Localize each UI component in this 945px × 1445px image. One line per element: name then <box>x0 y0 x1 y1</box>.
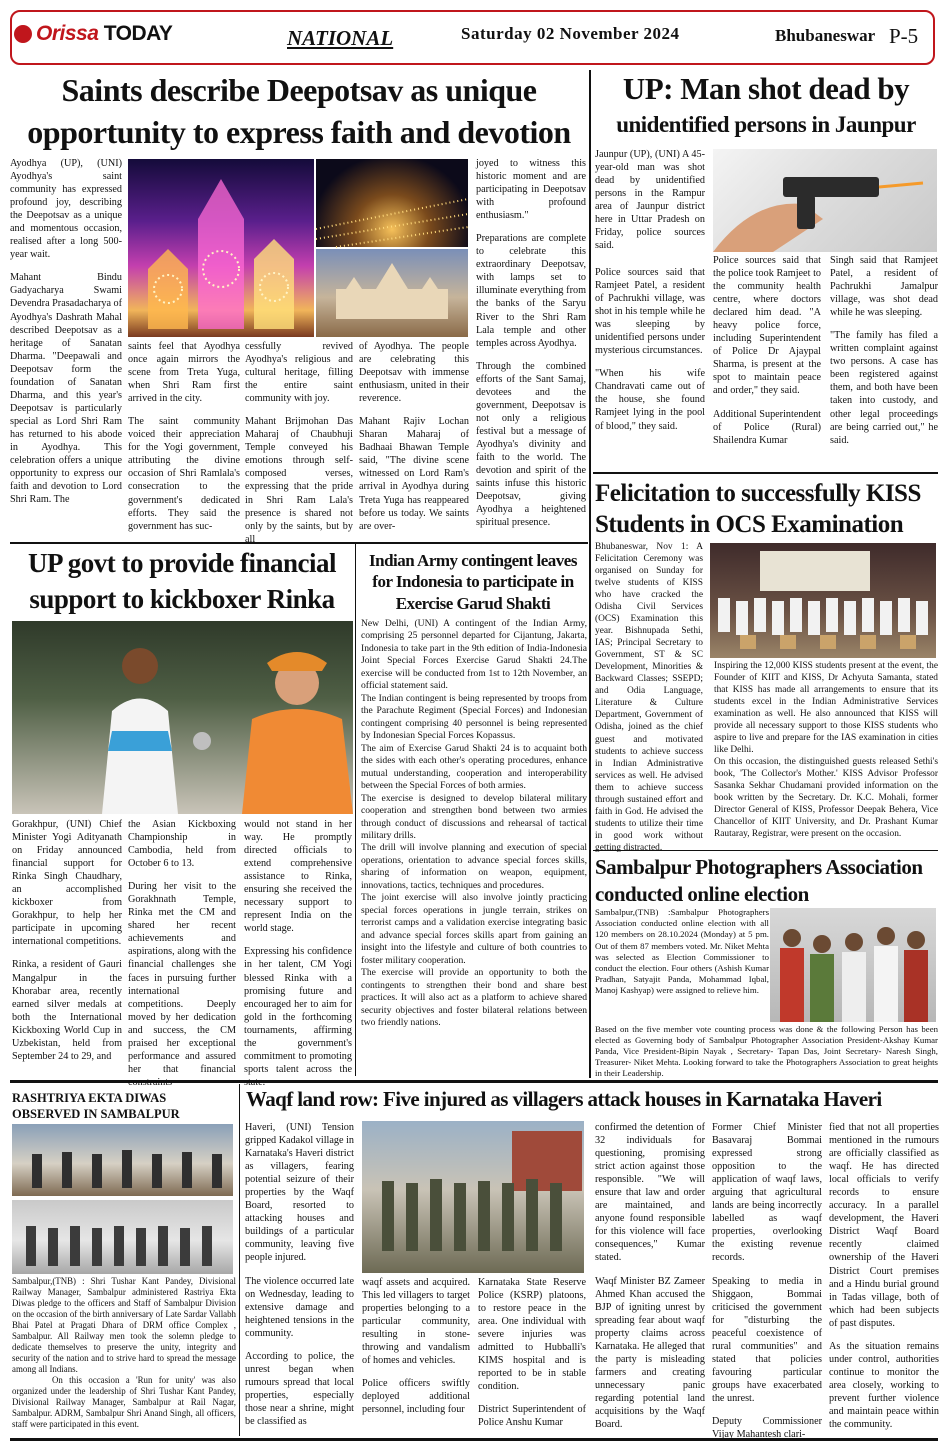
photo-kiss-felicitation <box>710 543 936 658</box>
photo-illuminated-temple <box>128 159 314 337</box>
photographers-group-illustration <box>770 908 936 1022</box>
headline-rinka[interactable]: UP govt to provide financial support to kickboxer Rinka <box>27 548 336 614</box>
section-name: NATIONAL <box>287 26 394 50</box>
article-waqf-col5: Former Chief Minister Basavaraj Bommai expressed strong opposition to the application of waqf laws, arguing that agricultural lands are being incorrectly labelled as waqf properties, overlooking the existing revenue records. Speaking to media in Shiggaon, Bommai criticised the government for "disturbing the peaceful coexistence of rural communities" and stated that policies favouring particular groups have exacerbated the unrest. Deputy Commissioner Vijay Mahantesh clari- <box>712 1122 822 1441</box>
issue-date: Saturday 02 November 2024 <box>461 24 680 43</box>
pledge-illustration-1 <box>12 1124 233 1196</box>
article-waqf-col4: confirmed the detention of 32 individuals for questioning, promising strict action against those responsible. "We will ensure that law and order are maintained, and anyone found responsible for this violence will face consequences," Kumar stated. Waqf Minister BZ Zameer Ahmed Khan accused the BJP of igniting unrest by spreading fear about waqf property claims across Karnataka. He alleged that the party is misleading farmers and creating unnecessary panic regarding potential land acquisitions by the Waqf Board. <box>595 1122 705 1431</box>
felicitation-illustration <box>710 543 936 658</box>
article-waqf-col3: Karnataka State Reserve Police (KSRP) platoons, to restore peace in the area. One individual with severe injuries was admitted to Hubballi's KIMS hospital and is reported to be in stable condition. District Superintendent of Police Anshu Kumar <box>478 1277 586 1429</box>
headline-kiss[interactable]: Felicitation to successfully KISS Students in OCS Examination <box>595 480 921 539</box>
article-jaunpur-lead: Jaunpur (UP), (UNI) A 45-year-old man was shot dead by unidentified persons in the Rampur area of Jaunpur district here in Uttar Pradesh on Friday, police sources said. <box>595 149 705 252</box>
column-rule <box>589 474 591 1078</box>
article-deepotsav-col1: Ayodhya (UP), (UNI) Ayodhya's saint community has expressed profound joy, describing the Deepotsav as a unique and momentous occasion, realised after a long 500-year wait. Mahant Bindu Gadyacharya Swami Devendra Prasadacharya of Ayodhya's Dashrath Mahal described Deepotsav as a heritage of Sanatan Dharma. "Deepawali and Deepotsav form the foundation of Sanatan Dharma, and this year's Deepotsav is particularly special as Lord Shri Ram has returned to his abode in Ayodhya. This celebration offers a unique opportunity to express our faith and devotion to Lord Shri Ram. The <box>10 158 123 506</box>
article-deepotsav-col5: joyed to witness this historic moment and are participating in Deepotsav with profound enthusiasm." Preparations are complete to celebrate this extraordinary Deepotsav, with lamps set to illuminate everything from the banks of the Saryu River to the Shri Ram Lala temple and other temples across Ayodhya. Through the combined efforts of the Sant Samaj, devotees and the government, Deepotsav is not only a religious festival but a message of Ayodhya's divinity and faith to the world. The devotion and spirit of the saints infuse this historic Deepotsav, giving Ayodhya a heightened spiritual presence. <box>476 158 586 529</box>
article-photographers-left: Sambalpur,(TNB) :Sambalpur Photographers Association conducted online election with all 120 members on 28.10.2024 (Monday) at 5 pm. Out of them 87 members voted. Mr. Niket Mehta was selected as Election Commissioner to conduct the election. Four others (Ashish Kumar Pradhan, Satyajit Panda, Mohammad Iqbal, Manoj Kashyap) were assigned to relieve him. <box>595 907 769 996</box>
headline-jaunpur-line1[interactable]: UP: Man shot dead by <box>622 71 910 106</box>
headline-jaunpur-line2[interactable]: unidentified persons in Jaunpur <box>616 112 916 137</box>
photo-cm-with-kickboxer <box>12 621 353 814</box>
article-jaunpur-col2: Police sources said that the police took Ramjeet to the community health centre, where doctors declared him dead. "A heavy police force, including Superintendent of Police Dr Ajaypal Sharma, is present at the spot to maintain peace and order," they said. Additional Superintendent of Police (Rural) Shailendra Kumar <box>713 255 821 446</box>
photo-ekta-pledge-2 <box>12 1200 233 1274</box>
pledge-illustration-2 <box>12 1200 233 1274</box>
temple-illustration <box>128 159 314 337</box>
ghat-lamps-illustration <box>316 159 468 247</box>
section-rule <box>593 472 938 474</box>
article-ekta-diwas: Sambalpur,(TNB) : Shri Tushar Kant Pandey, Divisional Railway Manager, Sambalpur administered Rastriya Ekta Diwas pledge to the officers and Staff of Sambalpur Division on the occasion of the birth anniversary of Late Sardar Vallabh Bhai Patel at Pragati Dhara of DRM office Complex , Sambalpur. All Railway men took the solemn pledge to dedicate themselves to preserve the unity, integrity and security of the nation and to strive hard to spread the message among all Indians. On this occasion a 'Run for unity' was also organized under the leadership of Shri Tushar Kant Pandey, Divisional Railway Manager, Sambalpur at Rail Nagar, Sambalpur. ADRM, Sambalpur Shri Anand Singh, all officers, staff were participated in this event. <box>12 1276 236 1430</box>
cm-kickboxer-illustration <box>12 621 353 814</box>
headline-photographers[interactable]: Sambalpur Photographers Association conducted online election <box>595 855 923 906</box>
column-rule <box>589 70 591 540</box>
article-deepotsav-col4: of Ayodhya. The people are celebrating this Deepotsav with immense enthusiasm, united in their reverence. Mahant Rajiv Lochan Sharan Maharaj of Badhaai Bhawan Temple said, "The divine scene witnessed on Lord Ram's arrival in Ayodhya during Treta Yuga has reappeared before us today. We saints are over- <box>359 341 469 532</box>
article-waqf-col6: fied that not all properties mentioned in the rumours are officially classified as waqf. He has directed local officials to verify records to ensure accuracy. In a parallel development, the Haveri District Waqf Board recently claimed ownership of the Haveri District Court premises and a Hindu burial ground in Tadas village, both of which had been subjects of past disputes. As the situation remains under control, authorities continue to monitor the area closely, working to prevent further violence and maintain peace within the community. <box>829 1122 939 1431</box>
article-waqf-col1: Haveri, (UNI) Tension gripped Kadakol village in Karnataka's Haveri district as villagers, fearing potential seizure of their properties by the Waqf Board, resorted to attacking houses and buildings of a particular community, leaving five people injured. The violence occurred late on Wednesday, leading to extensive damage and heightened tensions in the community. According to police, the unrest began when rumours spread that local properties, especially those near a shrine, might be classified as <box>245 1122 354 1427</box>
headline-ekta-diwas[interactable]: RASHTRIYA EKTA DIWAS OBSERVED IN SAMBALPUR <box>12 1091 180 1122</box>
photo-police-haveri <box>362 1121 584 1273</box>
gun-illustration <box>713 149 937 252</box>
article-rinka-col1: Gorakhpur, (UNI) Chief Minister Yogi Adityanath on Friday announced financial support for Rinka Singh Chaudhary, an accomplished kickboxer from Gorakhpur, to help her participate in upcoming international competitions. Rinka, a resident of Gauri Mangalpur in the Khorabar area, recently earned silver medals at both the International Kickboxing World Cup in Uzbekistan, held from September 24 to 29, and <box>12 819 122 1062</box>
article-rinka-col2: the Asian Kickboxing Championship in Cambodia, held from October 6 to 13. During her visit to the Gorakhnath Temple, Rinka met the CM and shared her recent achievements and aspirations, along with the financial challenges she faces in pursuing further international competitions. Deeply moved by her dedication and success, the CM praised her exceptional performance and assured her that financial constraints <box>128 819 236 1088</box>
article-jaunpur-col3: Singh said that Ramjeet Patel, a resident of Pachrukhi Jamalpur village, was shot dead while he was sleeping. "The family has filed a written complaint against two persons. A case has been registered against them, and both have been taken into custody, and other legal proceedings are being carried out," he said. <box>830 255 938 446</box>
ram-temple-illustration <box>316 249 468 337</box>
photo-ram-temple <box>316 249 468 337</box>
article-photographers-bottom: Based on the five member vote counting process was done & the following Person has been elected as Governing body of Sambalpur Photographer Association President-Akshay Kumar Panda, Vice President-Bipin Nayak , Secretary- Tapan Das, Joint Secretary- Naresh Singh, Treasurer- Niket Mehta. Looking forward to take the Photographers Association to great heights in their Leadership. <box>595 1024 938 1078</box>
article-kiss-right: Inspiring the 12,000 KISS students present at the event, the Founder of KIIT and KISS, Dr Achyuta Samanta, stated that KISS has made all arrangements to ensure that its students excel in the Indian Administrative Services examination as well. He also announced that KISS will provide all necessary support to those KISS students who aspire to live and prepare for the IAS examination in cities like Delhi. On this occasion, the distinguished guests released Sethi's book, 'The Collector's Mother.' KISS Advisor Professor Sasanka Sekhar Chudamani provided information on the book written by the Secretary. Dr. K.C. Mohali, former Director General of KISS, Professor Deepak Behera, Vice Chancellor of KIIT University, and Dr. Prashant Kumar Rautaray, Registrar, were present on the occasion. <box>714 661 938 840</box>
photo-ghat-lamps <box>316 159 468 247</box>
headline-waqf[interactable]: Waqf land row: Five injured as villagers attack houses in Karnataka Haveri <box>246 1087 882 1111</box>
article-jaunpur-col1: Police sources said that Ramjeet Patel, a resident of Pachrukhi village, was shot in his temple while he was sleeping by unidentified persons under mysterious circumstances. "When his wife Chandravati came out of the house, she found Ramjeet lying in the pool of blood," they said. <box>595 267 705 432</box>
page-number: P-5 <box>889 24 919 48</box>
article-rinka-col3: would not stand in her way. He promptly directed officials to extend comprehensive assistance to Rinka, ensuring she received the necessary support to represent India on the world stage. Expressing his confidence in her talent, CM Yogi blessed Rinka with a promising future and encouraged her to aim for gold in the forthcoming tournaments, affirming the government's commitment to promoting sports talent across the state. <box>244 819 352 1088</box>
masthead-logo[interactable]: Orissa TODAY <box>36 22 173 45</box>
headline-garud-shakti[interactable]: Indian Army contingent leaves for Indonesia to participate in Exercise Garud Shakti <box>369 551 577 613</box>
photo-photographers-group <box>770 908 936 1022</box>
article-waqf-col2: waqf assets and acquired. This led villagers to target properties belonging to a particular community, resulting in stone-throwing and vandalism of homes and vehicles. Police officers swiftly deployed additional personnel, including four <box>362 1277 470 1416</box>
column-rule <box>239 1084 240 1436</box>
police-illustration <box>362 1121 584 1273</box>
article-garud-shakti: New Delhi, (UNI) A contingent of the Indian Army, comprising 25 personnel departed for Cijantung, Jakarta, Indonesia to take part in the 9th edition of India-Indonesia Joint Special Forces Exercise Garud Shakti 24.The exercise will be conducted from 1st to 12th November, an official statement said. The Indian contingent is being represented by troops from the Parachute Regiment (Special Forces) and Indonesian contingent comprising 40 personnel is being represented by Indonesian Special Forces Kopassus. The aim of Exercise Garud Shakti 24 is to acquaint both the sides with each other's operating procedures, enhance mutual understanding, cooperation and interoperability between the Special Forces of both armies. The exercise is designed to develop bilateral military cooperation and strengthen bond between two armies through conduct of discussions and rehearsal of tactical military drills. The drill will involve planning and execution of special operations, orientation to advance special forces skills, sharing of information on weapon, equipment, innovations, tactics, techniques and procedures. The joint exercise will also involve jointly practicing special forces operations in jungle terrain, strikes on terrorist camps and a validation exercise integrating basic and advance special forces skills apart from gaining an insight into the lifestyle and culture of both countries to foster military cooperation. The exercise will provide an opportunity to both the contingents to strengthen their bond and share best practices. It will also act as a platform to achieve shared security objectives and foster bilateral relations between two friendly nations. <box>361 618 587 1028</box>
article-deepotsav-col3: cessfully revived Ayodhya's religious and cultural heritage, filling the entire saint community with joy. Mahant Brijmohan Das Maharaj of Chaubhuji Temple conveyed his emotions through self-composed verses, expressing that the pride in Shri Ram Lala's presence is shared not only by the saints, but by all <box>245 341 353 545</box>
article-kiss-left: Bhubaneswar, Nov 1: A Felicitation Ceremony was organised on Sunday for twelve students of KISS who have cracked the Odisha Civil Services (OCS) Examination this year. Bishnupada Sethi, IAS; Principal Secretary to Government, ST & SC Development, Minorities & Backward Classes; SSEPD; and Odia Language, Literature & Culture Department, Government of Odisha, joined as the chief guest and motivated students to achieve success in Indian Administrative services as well. He advised them to achieve success through sustained effort and faith in God. He advised the students to utilize their time in good work without getting distracted. <box>595 542 703 853</box>
article-deepotsav-col2: saints feel that Ayodhya once again mirrors the scene from Treta Yuga, when Shri Ram first arrived in the city. The saint community voiced their appreciation for the Yogi government, attributing the divine occasion of Shri Ramlala's consecration to the government's dedicated efforts. They said the government has suc- <box>128 341 240 532</box>
photo-ekta-pledge-1 <box>12 1124 233 1196</box>
column-rule <box>355 544 356 1076</box>
logo-mark-icon <box>14 25 32 43</box>
edition-city: Bhubaneswar <box>775 26 876 45</box>
headline-deepotsav[interactable]: Saints describe Deepotsav as unique opportunity to express faith and devotion <box>27 72 571 150</box>
photo-gun-hand <box>713 149 937 252</box>
